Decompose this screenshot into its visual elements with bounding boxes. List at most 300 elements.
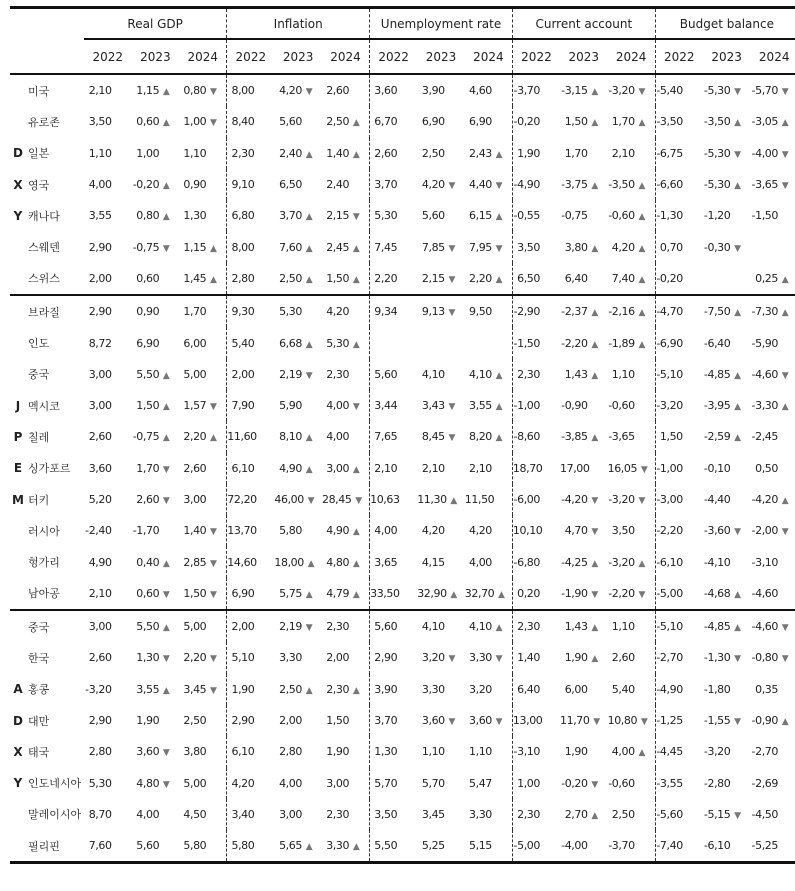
- value-cell: [465, 705, 513, 736]
- value-text: 2,19: [279, 620, 302, 634]
- value-cell: [465, 390, 513, 421]
- value-cell: [132, 138, 180, 169]
- value-text: 2,50: [421, 146, 445, 160]
- arrow-up-icon: ▲: [352, 842, 360, 853]
- value-cell: [370, 169, 418, 200]
- value-cell: [560, 453, 608, 484]
- arrow-down-icon: ▼: [640, 464, 648, 475]
- arrow-down-icon: ▼: [495, 243, 503, 254]
- arrow-down-icon: ▼: [355, 496, 362, 506]
- value-cell: [417, 578, 465, 610]
- value-cell: [322, 736, 370, 767]
- value-text: 1,00: [136, 146, 160, 160]
- value-cell: [227, 231, 275, 262]
- arrow-down-icon: ▼: [210, 118, 217, 129]
- value-cell: [179, 578, 227, 610]
- value-text: 2,30: [326, 807, 350, 821]
- year-header-1-2: 2024: [322, 39, 370, 74]
- arrow-up-icon: ▲: [781, 274, 789, 285]
- arrow-up-icon: ▲: [305, 589, 313, 600]
- value-text: 6,00: [183, 336, 207, 350]
- country-name: 터키: [28, 493, 50, 507]
- table-row: [10, 484, 795, 515]
- group-label-letter: M: [12, 492, 24, 507]
- value-text: -4,00: [561, 839, 588, 853]
- value-text: 1,70: [564, 146, 588, 160]
- country-name: 인도: [28, 337, 50, 351]
- arrow-up-icon: ▲: [781, 308, 789, 319]
- value-text: 6,80: [231, 209, 255, 223]
- value-text: 2,30: [517, 807, 540, 821]
- arrow-up-icon: ▲: [591, 558, 598, 569]
- value-text: 1,10: [88, 146, 112, 160]
- value-cell: [179, 546, 227, 577]
- arrow-down-icon: ▼: [162, 464, 170, 475]
- value-cell: [274, 799, 322, 830]
- value-text: 11,60: [227, 430, 257, 444]
- value-cell: [608, 359, 656, 390]
- value-cell: [84, 484, 132, 515]
- arrow-up-icon: ▲: [352, 589, 360, 600]
- country-name: 캐나다: [28, 209, 60, 223]
- arrow-down-icon: ▼: [591, 779, 598, 790]
- value-cell: [465, 515, 513, 546]
- year-header-1-0: 2022: [227, 39, 275, 74]
- value-cell: [750, 138, 795, 169]
- value-text: -2,20: [656, 524, 683, 538]
- arrow-down-icon: ▼: [210, 685, 217, 696]
- value-cell: [132, 484, 180, 515]
- value-cell: [84, 390, 132, 421]
- value-cell: [227, 263, 275, 295]
- value-text: 2,60: [136, 493, 160, 506]
- value-text: 1,10: [611, 620, 635, 634]
- arrow-up-icon: ▲: [734, 181, 741, 192]
- value-text: 1,90: [517, 146, 540, 160]
- arrow-up-icon: ▲: [495, 370, 503, 381]
- value-text: -3,15: [561, 84, 588, 98]
- value-text: -2,80: [703, 776, 731, 790]
- value-cell: [417, 263, 465, 295]
- value-cell: [179, 138, 227, 169]
- value-cell: [227, 705, 275, 736]
- value-text: -2,20: [561, 336, 588, 350]
- value-cell: [608, 546, 656, 577]
- table-row: [10, 138, 795, 169]
- value-cell: [322, 169, 370, 200]
- value-cell: [322, 200, 370, 231]
- arrow-up-icon: ▲: [495, 149, 503, 160]
- arrow-up-icon: ▲: [352, 685, 360, 696]
- value-cell: [132, 263, 180, 295]
- value-text: 3,00: [88, 399, 112, 413]
- value-text: 2,60: [88, 651, 112, 665]
- value-cell: [370, 736, 418, 767]
- arrow-down-icon: ▼: [638, 496, 645, 506]
- value-cell: [84, 610, 132, 642]
- value-text: -4,70: [656, 305, 683, 319]
- value-cell: [512, 295, 560, 327]
- value-cell: [512, 546, 560, 577]
- arrow-down-icon: ▼: [305, 623, 313, 634]
- value-text: 6,10: [231, 461, 255, 475]
- arrow-up-icon: ▲: [591, 654, 598, 665]
- arrow-down-icon: ▼: [781, 370, 789, 381]
- country-name: 한국: [28, 651, 50, 665]
- value-cell: [417, 453, 465, 484]
- arrow-down-icon: ▼: [210, 589, 217, 600]
- group-label-letter: D: [13, 146, 23, 161]
- value-cell: [655, 74, 703, 106]
- value-text: 3,60: [374, 84, 398, 98]
- value-cell: [655, 546, 703, 577]
- value-text: -3,10: [513, 745, 540, 759]
- value-cell: [370, 610, 418, 642]
- value-cell: [227, 106, 275, 137]
- value-cell: [417, 674, 465, 705]
- value-text: 72,20: [227, 493, 257, 506]
- value-text: -3,50: [608, 178, 635, 192]
- value-text: 2,60: [183, 461, 207, 475]
- value-cell: [655, 169, 703, 200]
- value-cell: [560, 736, 608, 767]
- value-text: 1,70: [136, 461, 160, 475]
- value-cell: [179, 74, 227, 106]
- value-text: -2,59: [703, 430, 731, 444]
- value-text: 6,50: [517, 271, 540, 285]
- value-text: 1,50: [183, 586, 207, 600]
- value-cell: [84, 295, 132, 327]
- value-cell: [560, 642, 608, 673]
- value-cell: [370, 327, 418, 358]
- value-cell: [703, 484, 751, 515]
- arrow-down-icon: ▼: [734, 717, 741, 728]
- value-cell: [417, 390, 465, 421]
- value-text: 7,60: [88, 839, 112, 853]
- value-cell: [655, 736, 703, 767]
- value-text: 4,20: [469, 524, 492, 538]
- group-label-letter: A: [13, 682, 23, 697]
- value-text: 5,20: [88, 493, 112, 506]
- value-text: -4,50: [751, 807, 779, 821]
- value-text: -6,90: [656, 336, 683, 350]
- value-cell: [465, 768, 513, 799]
- value-text: -4,60: [751, 586, 779, 600]
- value-cell: [132, 578, 180, 610]
- value-cell: [227, 484, 275, 515]
- value-cell: [750, 295, 795, 327]
- value-cell: [560, 263, 608, 295]
- value-cell: [512, 106, 560, 137]
- value-cell: [655, 705, 703, 736]
- value-cell: [608, 799, 656, 830]
- country-name: 미국: [26, 74, 84, 106]
- value-cell: [179, 705, 227, 736]
- value-cell: [417, 231, 465, 262]
- country-name: 중국: [26, 610, 84, 642]
- value-text: -1,90: [561, 586, 588, 600]
- value-cell: [465, 578, 513, 610]
- arrow-up-icon: ▲: [495, 433, 503, 444]
- value-text: 1,10: [421, 745, 445, 759]
- corner-blank: [10, 8, 84, 40]
- value-text: 2,90: [374, 651, 398, 665]
- value-text: 1,57: [183, 399, 207, 413]
- value-cell: [227, 200, 275, 231]
- value-cell: [512, 421, 560, 452]
- value-cell: [84, 799, 132, 830]
- value-cell: [703, 390, 751, 421]
- value-cell: [750, 169, 795, 200]
- value-text: -3,20: [608, 555, 635, 569]
- country-name: 영국: [28, 178, 50, 192]
- value-cell: [322, 263, 370, 295]
- value-cell: [417, 359, 465, 390]
- table-row: [10, 169, 795, 200]
- value-cell: [84, 515, 132, 546]
- value-text: 4,00: [279, 776, 302, 790]
- value-text: 3,00: [88, 620, 112, 634]
- value-cell: [370, 295, 418, 327]
- value-cell: [227, 515, 275, 546]
- value-text: 2,20: [183, 430, 207, 444]
- value-text: 4,00: [469, 555, 492, 569]
- value-text: 10,10: [512, 524, 543, 538]
- value-cell: [132, 642, 180, 673]
- group-adxy: [10, 610, 795, 863]
- table-row: [10, 295, 795, 327]
- value-text: 1,70: [183, 305, 207, 319]
- year-header-row: [10, 39, 795, 74]
- value-cell: [750, 610, 795, 642]
- arrow-down-icon: ▼: [210, 558, 217, 569]
- value-text: 5,70: [421, 776, 445, 790]
- arrow-up-icon: ▲: [305, 149, 313, 160]
- value-cell: [227, 610, 275, 642]
- value-text: 1,10: [469, 745, 492, 759]
- value-text: 2,60: [88, 430, 112, 444]
- value-text: 1,50: [136, 399, 160, 413]
- value-text: -1,25: [656, 714, 683, 728]
- value-text: 5,60: [136, 839, 160, 853]
- value-cell: [703, 421, 751, 452]
- value-text: 9,10: [231, 178, 255, 192]
- value-cell: [179, 736, 227, 767]
- value-text: -3,10: [751, 555, 779, 569]
- value-cell: [512, 768, 560, 799]
- table-row: [10, 200, 795, 231]
- value-text: 1,43: [564, 620, 588, 634]
- value-text: 2,10: [611, 146, 635, 160]
- value-cell: [560, 169, 608, 200]
- value-cell: [465, 736, 513, 767]
- value-text: 1,00: [517, 776, 540, 790]
- value-text: 2,00: [326, 651, 350, 665]
- value-text: 4,70: [564, 524, 588, 538]
- value-text: -0,20: [561, 776, 588, 790]
- value-text: -4,85: [703, 620, 731, 634]
- value-cell: [274, 200, 322, 231]
- value-text: 5,80: [279, 524, 302, 538]
- year-header-1-1: 2023: [274, 39, 322, 74]
- value-cell: [84, 421, 132, 452]
- value-text: 3,43: [421, 399, 445, 413]
- value-cell: [608, 736, 656, 767]
- value-cell: [608, 231, 656, 262]
- value-cell: [608, 390, 656, 421]
- value-text: -4,25: [561, 555, 588, 569]
- value-cell: [370, 106, 418, 137]
- value-text: -5,70: [751, 84, 779, 98]
- value-cell: [322, 830, 370, 863]
- value-cell: [132, 736, 180, 767]
- value-text: 1,70: [611, 115, 635, 129]
- value-cell: [274, 736, 322, 767]
- value-text: 10,80: [607, 714, 638, 728]
- group-dxy: [10, 74, 795, 295]
- arrow-up-icon: ▲: [591, 810, 598, 821]
- value-cell: [703, 106, 751, 137]
- value-text: -3,00: [656, 493, 683, 506]
- group-label-letter: J: [15, 398, 21, 413]
- value-text: -3,95: [703, 399, 731, 413]
- value-text: 4,00: [374, 524, 398, 538]
- value-text: 6,70: [374, 115, 398, 129]
- arrow-up-icon: ▲: [450, 589, 457, 600]
- value-text: 2,00: [279, 714, 302, 728]
- year-header-3-0: 2022: [512, 39, 560, 74]
- arrow-up-icon: ▲: [734, 402, 741, 413]
- arrow-down-icon: ▼: [352, 402, 360, 413]
- value-text: 3,30: [469, 807, 492, 821]
- value-text: 6,00: [564, 682, 588, 696]
- table-row: [10, 515, 795, 546]
- arrow-up-icon: ▲: [734, 308, 741, 319]
- value-cell: [655, 359, 703, 390]
- value-text: -6,10: [656, 555, 683, 569]
- value-cell: [465, 200, 513, 231]
- value-cell: [370, 484, 418, 515]
- value-text: 9,13: [421, 305, 445, 319]
- value-text: 3,50: [611, 524, 635, 538]
- value-text: -4,00: [751, 146, 779, 160]
- value-cell: [84, 830, 132, 863]
- arrow-down-icon: ▼: [162, 496, 170, 506]
- value-cell: [512, 138, 560, 169]
- value-cell: [84, 327, 132, 358]
- value-text: -4,90: [513, 178, 540, 192]
- value-text: 3,70: [279, 209, 302, 223]
- value-cell: [703, 515, 751, 546]
- year-header-0-0: 2022: [84, 39, 132, 74]
- value-cell: [370, 421, 418, 452]
- value-text: -2,00: [751, 524, 779, 538]
- arrow-up-icon: ▲: [734, 623, 741, 634]
- value-text: 2,40: [326, 178, 350, 192]
- value-text: 5,40: [231, 336, 255, 350]
- value-cell: [655, 484, 703, 515]
- value-cell: [655, 610, 703, 642]
- year-header-2-2: 2024: [465, 39, 513, 74]
- group-label-letter: [10, 359, 26, 390]
- value-text: 6,40: [564, 271, 588, 285]
- arrow-up-icon: ▲: [352, 339, 360, 350]
- value-text: 3,45: [421, 807, 445, 821]
- value-text: 3,50: [517, 240, 540, 254]
- value-text: 11,30: [417, 493, 447, 506]
- value-text: -3,30: [751, 399, 779, 413]
- value-text: 2,19: [279, 367, 302, 381]
- arrow-down-icon: ▼: [210, 527, 217, 538]
- value-cell: [750, 546, 795, 577]
- value-text: -3,20: [703, 745, 731, 759]
- arrow-up-icon: ▲: [162, 433, 170, 444]
- value-text: 3,60: [88, 461, 112, 475]
- value-text: 4,10: [469, 367, 492, 381]
- value-cell: [132, 768, 180, 799]
- forecast-table-container: [10, 6, 788, 864]
- value-text: -0,20: [656, 271, 683, 285]
- value-cell: [750, 231, 795, 262]
- value-cell: [322, 515, 370, 546]
- value-cell: [750, 799, 795, 830]
- value-text: 8,10: [279, 430, 302, 444]
- arrow-down-icon: ▼: [448, 274, 456, 285]
- value-cell: [274, 263, 322, 295]
- table-row: [10, 578, 795, 610]
- country-name: 대만: [28, 714, 50, 728]
- value-text: -4,10: [703, 555, 731, 569]
- arrow-down-icon: ▼: [734, 527, 741, 538]
- value-text: 4,79: [326, 586, 350, 600]
- value-cell: [417, 736, 465, 767]
- value-text: 6,50: [279, 178, 302, 192]
- value-cell: [512, 359, 560, 390]
- arrow-up-icon: ▲: [210, 243, 217, 254]
- value-text: -3,55: [656, 776, 683, 790]
- value-cell: [417, 295, 465, 327]
- value-text: -5,40: [656, 84, 683, 98]
- value-text: 8,00: [231, 84, 255, 98]
- value-cell: [322, 674, 370, 705]
- arrow-up-icon: ▲: [210, 274, 217, 285]
- value-text: 5,25: [421, 839, 445, 853]
- value-text: -3,70: [608, 839, 635, 853]
- value-cell: [465, 484, 513, 515]
- value-text: 7,45: [374, 240, 398, 254]
- value-text: 3,50: [88, 115, 112, 129]
- value-cell: [84, 736, 132, 767]
- arrow-down-icon: ▼: [448, 308, 456, 319]
- value-cell: [84, 768, 132, 799]
- value-cell: [608, 138, 656, 169]
- value-cell: [655, 515, 703, 546]
- value-cell: [322, 421, 370, 452]
- value-text: -5,60: [656, 807, 683, 821]
- value-text: 3,30: [421, 682, 445, 696]
- value-text: 3,90: [374, 682, 398, 696]
- value-cell: [655, 327, 703, 358]
- value-text: -2,70: [751, 745, 779, 759]
- value-cell: [179, 231, 227, 262]
- value-cell: [274, 484, 322, 515]
- value-text: 5,50: [374, 839, 398, 853]
- value-text: 4,00: [326, 399, 350, 413]
- group-label-letter: [10, 830, 26, 863]
- value-cell: [608, 106, 656, 137]
- value-cell: [417, 515, 465, 546]
- value-cell: [560, 231, 608, 262]
